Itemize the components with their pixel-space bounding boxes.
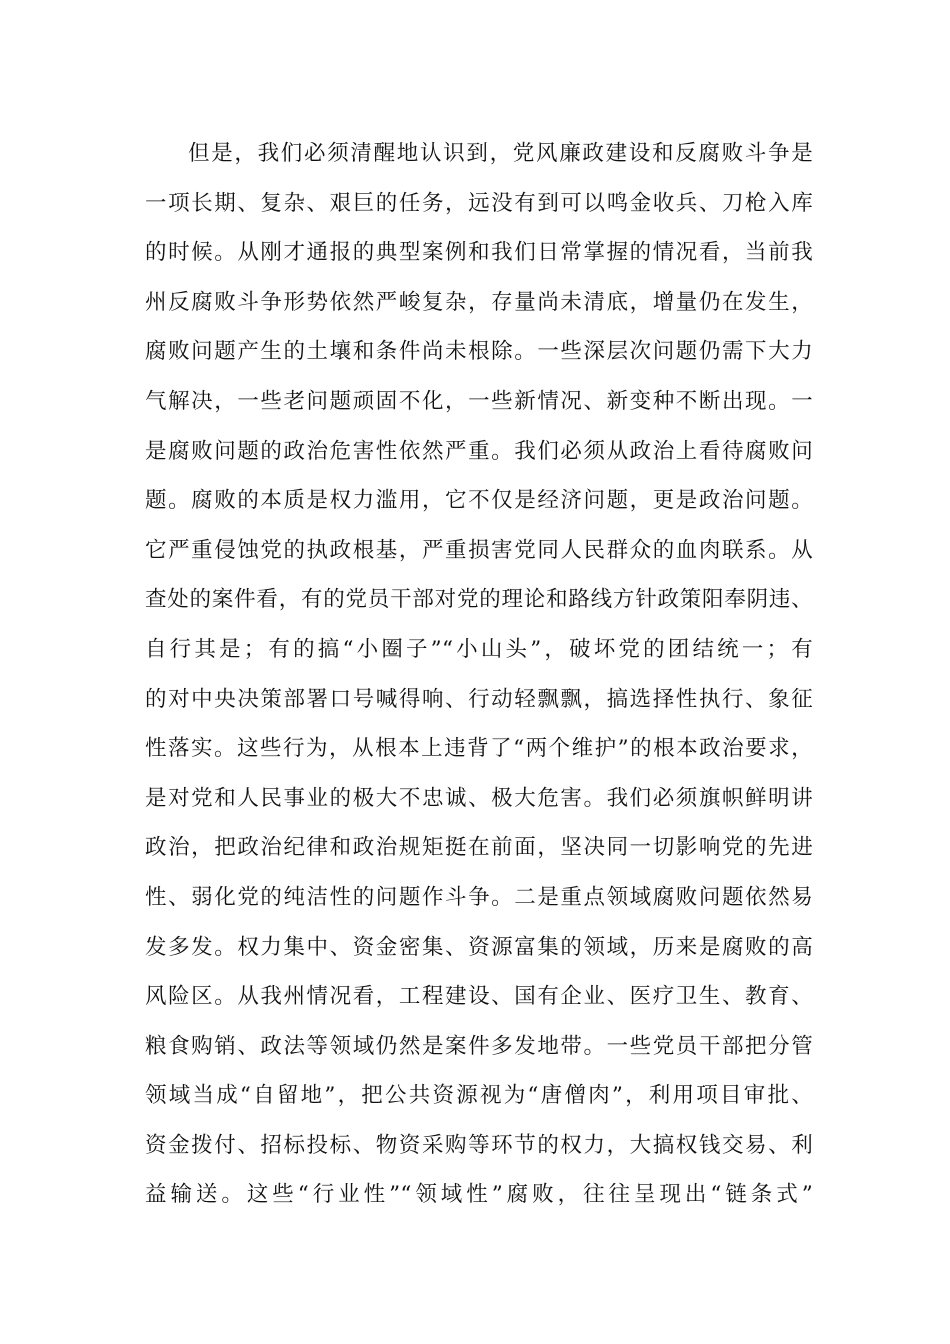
body-paragraph (145, 134, 813, 1225)
text-line: 领域当成“自留地”，把公共资源视为“唐僧肉”，利用项目审批、 (145, 1083, 813, 1109)
text-line: 的对中央决策部署口号喊得响、行动轻飘飘，搞选择性执行、象征 (145, 686, 813, 712)
text-line: 气解决，一些老问题顽固不化，一些新情况、新变种不断出现。一 (145, 388, 813, 414)
text-line: 州反腐败斗争形势依然严峻复杂，存量尚未清底，增量仍在发生， (145, 289, 813, 315)
text-line: 它严重侵蚀党的执政根基，严重损害党同人民群众的血肉联系。从 (145, 537, 813, 563)
text-line: 粮食购销、政法等领域仍然是案件多发地带。一些党员干部把分管 (145, 1033, 813, 1059)
text-line: 但是，我们必须清醒地认识到，党风廉政建设和反腐败斗争是 (188, 141, 813, 166)
text-line: 政治，把政治纪律和政治规矩挺在前面，坚决同一切影响党的先进 (145, 835, 813, 861)
text-line: 益输送。这些“行业性”“领域性”腐败，往往呈现出“链条式” (145, 1182, 813, 1208)
text-line: 性、弱化党的纯洁性的问题作斗争。二是重点领域腐败问题依然易 (145, 884, 813, 910)
text-line: 一项长期、复杂、艰巨的任务，远没有到可以鸣金收兵、刀枪入库 (145, 190, 813, 216)
text-line: 是对党和人民事业的极大不忠诚、极大危害。我们必须旗帜鲜明讲 (145, 785, 813, 811)
text-line: 题。腐败的本质是权力滥用，它不仅是经济问题，更是政治问题。 (145, 488, 813, 514)
text-line: 是腐败问题的政治危害性依然严重。我们必须从政治上看待腐败问 (145, 438, 813, 464)
text-line: 资金拨付、招标投标、物资采购等环节的权力，大搞权钱交易、利 (145, 1132, 813, 1158)
text-line: 自行其是；有的搞“小圈子”“小山头”，破坏党的团结统一；有 (145, 636, 813, 662)
text-line: 腐败问题产生的土壤和条件尚未根除。一些深层次问题仍需下大力 (145, 339, 813, 365)
text-line: 发多发。权力集中、资金密集、资源富集的领域，历来是腐败的高 (145, 934, 813, 960)
text-line: 性落实。这些行为，从根本上违背了“两个维护”的根本政治要求， (145, 736, 813, 762)
text-line: 查处的案件看，有的党员干部对党的理论和路线方针政策阳奉阴违、 (145, 587, 813, 613)
text-line: 风险区。从我州情况看，工程建设、国有企业、医疗卫生、教育、 (145, 984, 813, 1010)
text-line: 的时候。从刚才通报的典型案例和我们日常掌握的情况看，当前我 (145, 240, 813, 266)
